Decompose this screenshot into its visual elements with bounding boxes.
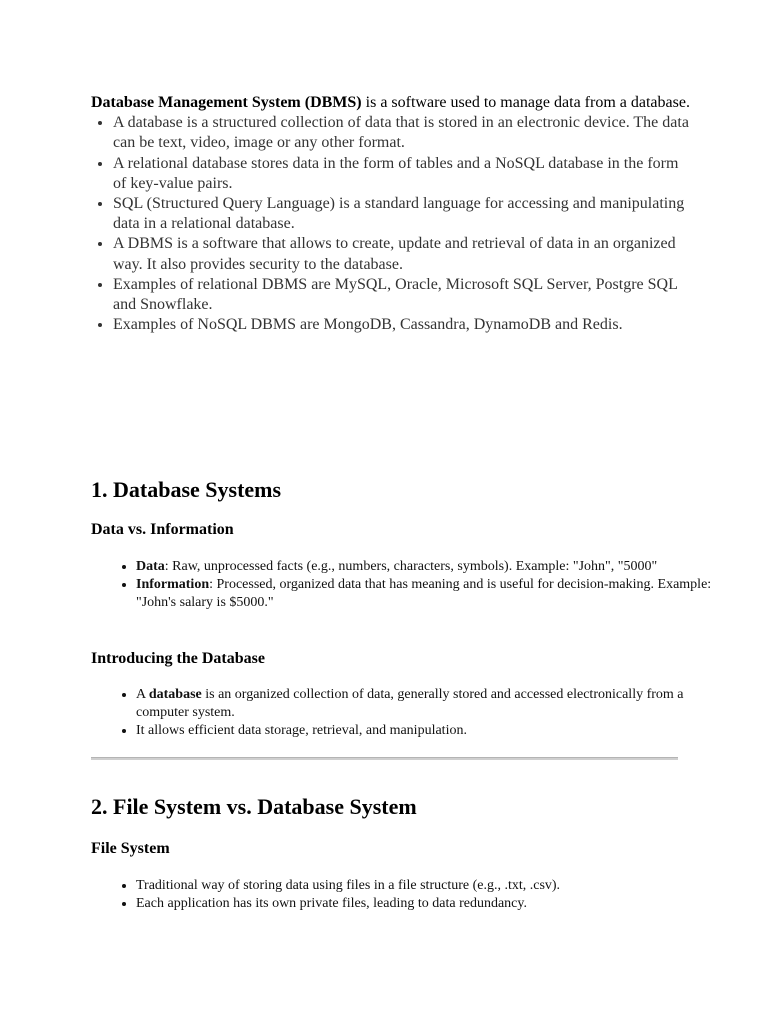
list-item: • A DBMS is a software that allows to create, update and retrieval of data in an organized way. It also provides security to the database.	[113, 234, 691, 274]
section-2-title: 2. File System vs. Database System	[91, 794, 417, 819]
list-item: • SQL (Structured Query Language) is a standard language for accessing and manipulating data in a relational database.	[113, 194, 691, 234]
term-description: : Raw, unprocessed facts (e.g., numbers, characters, symbols). Example: "John", "5000"	[164, 559, 658, 574]
list-item: • Examples of relational DBMS are MySQL, Oracle, Microsoft SQL Server, Postgre SQL and Snowflake.	[113, 275, 691, 315]
list-item: • Traditional way of storing data using files in a file structure (e.g., .txt, .csv).	[136, 877, 726, 895]
term-description: : Processed, organized data that has meaning and is useful for decision-making. Example: "John's salary is $5000."	[136, 577, 712, 610]
horizontal-rule	[91, 757, 678, 760]
intro-definition	[91, 93, 691, 113]
list-item	[136, 686, 726, 722]
list-item: • A database is a structured collection of data that is stored in an electronic device. The data can be text, video, image or any other format.	[113, 113, 691, 153]
term-description: is an organized collection of data, generally stored and accessed electronically from a computer system.	[136, 687, 684, 720]
data-vs-information-list	[91, 558, 726, 612]
list-item: • A relational database stores data in the form of tables and a NoSQL database in the form of key-value pairs.	[113, 154, 691, 194]
term: database	[148, 687, 202, 702]
subheading-data-vs-information: Data vs. Information	[91, 521, 234, 538]
subheading-file-system: File System	[91, 840, 170, 857]
subheading-introducing-database: Introducing the Database	[91, 650, 265, 667]
list-item: • Each application has its own private files, leading to data redundancy.	[136, 895, 726, 913]
intro-term: Database Management System (DBMS)	[91, 94, 362, 111]
list-item	[136, 558, 726, 576]
list-item	[136, 576, 726, 612]
intro-block	[91, 93, 691, 335]
term: Information	[136, 577, 210, 592]
intro-bullet-list	[91, 113, 691, 335]
term: Data	[136, 559, 165, 574]
item-prefix: A	[136, 687, 149, 702]
file-system-list	[91, 877, 726, 913]
introducing-database-list	[91, 686, 726, 740]
list-item: • It allows efficient data storage, retrieval, and manipulation.	[136, 722, 726, 740]
list-item: • Examples of NoSQL DBMS are MongoDB, Cassandra, DynamoDB and Redis.	[113, 315, 691, 335]
intro-definition-text: is a software used to manage data from a database.	[361, 94, 690, 111]
section-1-title: 1. Database Systems	[91, 477, 282, 502]
